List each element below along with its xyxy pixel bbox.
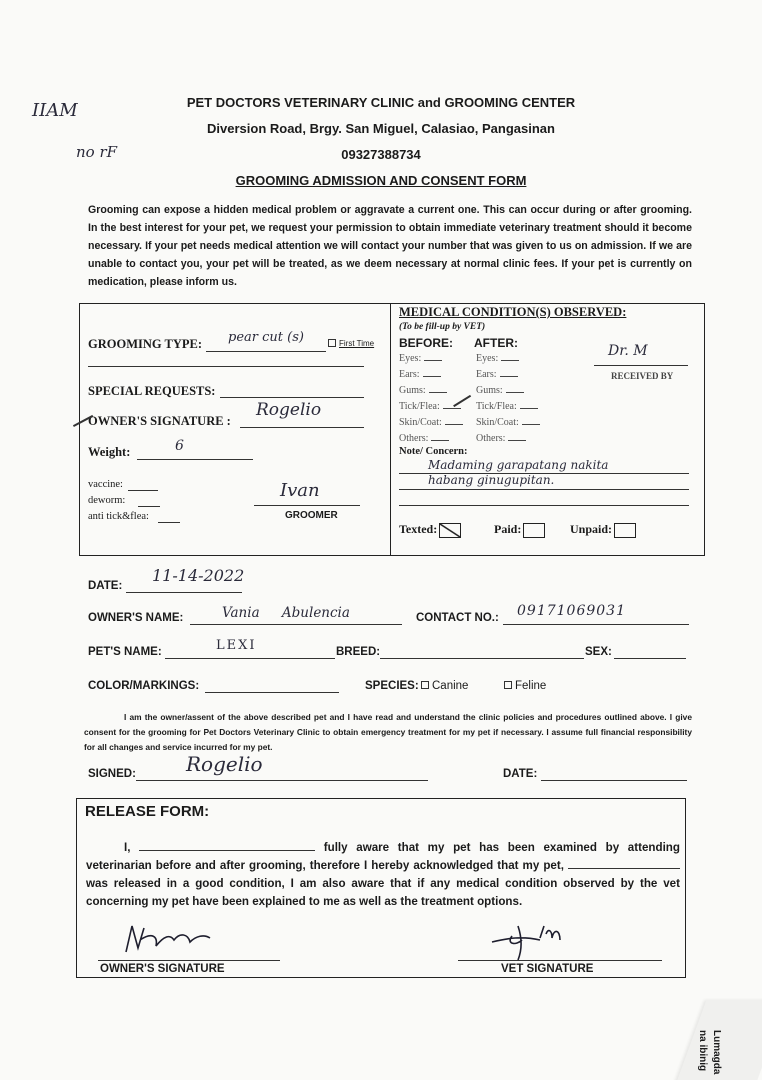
paid-label: Paid: xyxy=(494,522,522,536)
medical-title: MEDICAL CONDITION(S) OBSERVED: xyxy=(399,305,627,319)
groomer-label: GROOMER xyxy=(285,510,338,521)
breed-label: BREED: xyxy=(336,646,381,658)
before-item-label: Skin/Coat: xyxy=(399,417,442,428)
before-item xyxy=(399,433,449,444)
color-markings-label: COLOR/MARKINGS: xyxy=(88,680,200,692)
owner-signature-scribble xyxy=(118,918,228,960)
species-label: SPECIES: xyxy=(365,680,419,692)
note-line-2: habang ginugupitan. xyxy=(428,473,555,487)
before-item-blank[interactable] xyxy=(424,360,442,361)
after-item-label: Gums: xyxy=(476,385,503,396)
before-item-blank[interactable] xyxy=(445,424,463,425)
after-item xyxy=(476,385,524,396)
clinic-name: PET DOCTORS VETERINARY CLINIC and GROOMING CENTER xyxy=(186,95,576,110)
after-item xyxy=(476,433,526,444)
before-item-blank[interactable] xyxy=(431,440,449,441)
signed-label: SIGNED: xyxy=(88,768,136,780)
weight-label: Weight: xyxy=(88,445,131,459)
vaccine-label: vaccine: xyxy=(88,479,123,490)
paid-field xyxy=(494,522,545,538)
unpaid-label: Unpaid: xyxy=(570,522,613,536)
weight-value: 6 xyxy=(175,438,184,454)
edge-text-1: Lumagda xyxy=(711,1030,722,1075)
edge-text-2: na ibinig xyxy=(697,1030,708,1072)
before-item-label: Gums: xyxy=(399,385,426,396)
received-by-value: Dr. M xyxy=(608,343,648,359)
owner-signature-value: Rogelio xyxy=(256,400,322,420)
species-canine-option[interactable] xyxy=(421,680,468,692)
after-item-label: Others: xyxy=(476,433,506,444)
canine-label: Canine xyxy=(432,680,469,692)
after-item-blank[interactable] xyxy=(506,392,524,393)
received-by-label: RECEIVED BY xyxy=(611,371,674,381)
release-name-blank[interactable] xyxy=(139,840,315,851)
deworm-label: deworm: xyxy=(88,495,126,506)
before-item-blank[interactable] xyxy=(443,408,461,409)
before-item xyxy=(399,353,442,364)
contact-value: 09171069031 xyxy=(517,603,626,619)
intro-paragraph: Grooming can expose a hidden medical problem or aggravate a current one. This can occur during or after grooming. In the best interest for your pet, we request your permission to obtain immediate veterinary treatment should it become necessary. If your pet needs medical attention we will contact your number that was given to us on admission. If we are unable to contact you, your pet will be treated, as we deem necessary at normal clinic fees. If your pet is currently on medication, please inform us. xyxy=(88,204,692,288)
before-item xyxy=(399,401,461,412)
unpaid-field xyxy=(570,522,636,538)
after-item xyxy=(476,353,519,364)
contact-label: CONTACT NO.: xyxy=(416,612,499,624)
after-item-blank[interactable] xyxy=(500,376,518,377)
species-feline-option[interactable] xyxy=(504,680,546,692)
after-item xyxy=(476,401,538,412)
grooming-type-value: pear cut (s) xyxy=(228,330,304,345)
before-item-label: Tick/Flea: xyxy=(399,401,440,412)
note-concern-label: Note/ Concern: xyxy=(399,446,468,457)
release-text-2: was released in a good condition, I am also aware that if any medical condition observed by the vet concerning my pet have been explained to me as well as the treatment options. xyxy=(86,877,680,908)
sex-label: SEX: xyxy=(585,646,612,658)
before-item-label: Ears: xyxy=(399,369,420,380)
first-time-label: First Time xyxy=(339,339,375,349)
texted-checkbox[interactable] xyxy=(439,523,461,538)
release-pet-blank[interactable] xyxy=(568,858,680,869)
owner-name-value: Vania Abulencia xyxy=(222,605,350,621)
before-item-blank[interactable] xyxy=(429,392,447,393)
margin-note-2: no rF xyxy=(76,143,118,161)
clinic-phone: 09327388734 xyxy=(341,147,421,162)
release-i: I, xyxy=(124,841,131,854)
box-divider xyxy=(390,303,391,556)
after-item-label: Skin/Coat: xyxy=(476,417,519,428)
before-label: BEFORE: xyxy=(399,336,453,350)
texted-label: Texted: xyxy=(399,522,438,536)
special-requests-label: SPECIAL REQUESTS: xyxy=(88,384,216,398)
pet-name-label: PET'S NAME: xyxy=(88,646,162,658)
release-paragraph xyxy=(86,839,680,911)
release-title: RELEASE FORM: xyxy=(85,803,210,820)
after-item-label: Tick/Flea: xyxy=(476,401,517,412)
signed-date-label: DATE: xyxy=(503,768,538,780)
date-value: 11-14-2022 xyxy=(152,566,245,585)
medical-subtitle: (To be fill-up by VET) xyxy=(399,322,486,332)
after-item-blank[interactable] xyxy=(520,408,538,409)
owner-signature-caption: OWNER'S SIGNATURE xyxy=(100,963,225,975)
vet-signature-caption: VET SIGNATURE xyxy=(501,963,594,975)
before-item-label: Eyes: xyxy=(399,353,422,364)
vet-signature-scribble xyxy=(488,918,584,964)
after-item-blank[interactable] xyxy=(501,360,519,361)
after-item xyxy=(476,417,540,428)
before-item-blank[interactable] xyxy=(423,376,441,377)
before-item xyxy=(399,369,441,380)
after-item-label: Ears: xyxy=(476,369,497,380)
before-item xyxy=(399,417,463,428)
owner-signature-label: OWNER'S SIGNATURE : xyxy=(88,414,231,428)
margin-note-1: IIAM xyxy=(32,100,78,121)
clinic-address: Diversion Road, Brgy. San Miguel, Calasiao, Pangasinan xyxy=(207,121,555,136)
signed-value: Rogelio xyxy=(186,752,263,776)
before-item xyxy=(399,385,447,396)
after-item xyxy=(476,369,518,380)
unpaid-checkbox[interactable] xyxy=(614,523,636,538)
texted-field xyxy=(399,522,461,538)
after-item-label: Eyes: xyxy=(476,353,499,364)
date-label: DATE: xyxy=(88,580,123,592)
before-item-label: Others: xyxy=(399,433,429,444)
first-time-checkbox[interactable] xyxy=(328,339,374,349)
pet-name-value: LEXI xyxy=(216,638,257,653)
groomer-value: Ivan xyxy=(280,480,320,501)
consent-paragraph: I am the owner/assent of the above described pet and I have read and understand the clinic policies and procedures outlined above. I give consent for the grooming for Pet Doctors Veterinary Clinic to obtain emergency treatment for my pet if necessary. I assume full financial responsibility for all changes and service incurred for my pet. xyxy=(84,712,692,752)
after-item-blank[interactable] xyxy=(522,424,540,425)
grooming-type-label: GROOMING TYPE: xyxy=(88,337,203,351)
paid-checkbox[interactable] xyxy=(523,523,545,538)
note-line-1: Madaming garapatang nakita xyxy=(428,458,609,472)
after-label: AFTER: xyxy=(474,336,518,350)
owner-name-label: OWNER'S NAME: xyxy=(88,612,184,624)
feline-label: Feline xyxy=(515,680,547,692)
after-item-blank[interactable] xyxy=(508,440,526,441)
anti-tick-label: anti tick&flea: xyxy=(88,511,149,522)
release-text-1: fully aware that my pet has been examined by attending veterinarian before and after grooming, therefore I hereby acknowledged that my pet, xyxy=(86,841,680,872)
form-title: GROOMING ADMISSION AND CONSENT FORM xyxy=(235,173,527,188)
